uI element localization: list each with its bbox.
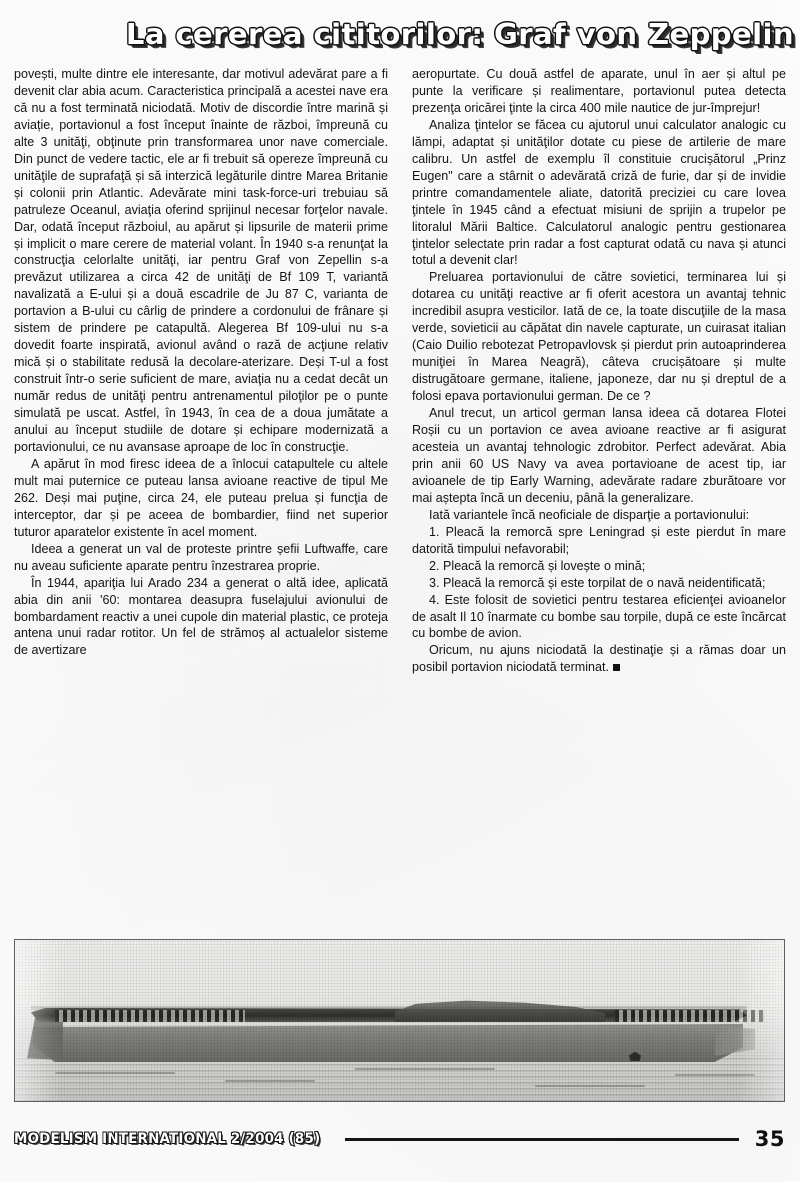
right-column [412, 66, 786, 924]
paragraph: În 1944, apariţia lui Arado 234 a generat o altă idee, aplicată abia din anii '60: montarea deasupra fuselajului avionului de bombardament reactiv a unei cupole din material plastic, ce proteja antena unui radar rotitor. Un fel de strămoș al actualelor sisteme de avertizare [14, 575, 388, 658]
list-item: 3. Pleacă la remorcă și este torpilat de o navă neidentificată; [429, 575, 766, 590]
page-number: 35 [754, 1127, 785, 1151]
sea-streak [225, 1080, 315, 1082]
sea-streak [675, 1074, 755, 1076]
paragraph-final [412, 642, 786, 676]
paragraph: Anul trecut, un articol german lansa ideea că dotarea Flotei Roșii cu un portavion ce avea avioane reactive ar fi asigurat acesteia un avantaj tehnologic zdrobitor. Perfect adevărat. Abia prin anii 60 US Navy va avea portavioane de acest tip, iar avioanele de tip Early Warning, adevărate radare zburătoare vor mai aștepta încă un deceniu, până la generalizare. [412, 406, 786, 505]
paragraph: povești, multe dintre ele interesante, dar motivul adevărat pare a fi devenit clar abia acum. Caracteristica principală a acestei nave era că nu a fost terminată niciodată. Motiv de discordie între marină și aviație, portavionul a fost început înainte de război, împreună cu alte 3 unităţi, obţinute prin transformarea unor nave comerciale. Din punct de vedere tactic, ele ar fi trebuit să opereze împreună cu unităţile de suprafaţă și să interzică legăturile dintre Marea Britanie și colonii prin Atlantic. Adevărate mini task-force-uri trebuiau să patruleze Oceanul, aviaţia oferind sprijinul necesar forţelor navale. Dar, odată început războiul, au apărut și lipsurile de materii prime și implicit o mare cerere de material volant. În 1940 s-a renunţat la construcţia celorlalte unităţi, iar pentru Graf von Zepellin s-a prevăzut utilizarea a circa 42 de unităţi de Bf 109 T, variantă navalizată a E-ului și a două escadrile de Ju 87 C, varianta de portavion a B-ului cu cârlig de prindere a cordonului de frânare și sistem de prindere pe catapultă. Alegerea Bf 109-ului nu s-a dovedit foarte inspirată, avionul având o rază de acţiune relativ mică și o stabilitate redusă la decolare-aterizare. Deși T-ul a fost construit într-o serie suficient de mare, aviaţia nu a cedat decât un număr redus de unităţi pentru antrenamentul piloţilor pe o punte simulată pe uscat. Astfel, în 1943, în cea de a doua jumătate a anului au început studiile de dotare și echipare modernizată a portavionului, ce nu avansase aproape de loc în construcţie. [14, 67, 388, 454]
list-item: 2. Pleacă la remorcă și lovește o mină; [429, 558, 646, 573]
publication-name: MODELISM INTERNATIONAL 2/2004 (85) [14, 1131, 321, 1147]
deck-structures [55, 1010, 245, 1022]
ship-stern [27, 1018, 63, 1060]
deck-structures [615, 1010, 765, 1022]
ship-bow [715, 1026, 755, 1056]
paragraph: Iată variantele încă neoficiale de disparţie a portavionului: [429, 507, 750, 522]
left-column [14, 66, 388, 924]
paragraph-text: Oricum, nu ajuns niciodată la destinaţie și a rămas doar un posibil portavion niciodată terminat. [412, 643, 786, 675]
paragraph: Analiza ţintelor se făcea cu ajutorul unui calculator analogic cu lămpi, adaptat și unităţilor dotate cu piese de artilerie de mare calibru. Un astfel de exemplu îl constituie crucișătorul „Prinz Eugen" care a stârnit o adevărată criză de furie, dar și de invidie printre comandamentele aliate, datorită preciziei cu care lovea ţintele în 1945 când a efectuat misiuni de sprijin a trupelor pe litoralul Mării Baltice. Calculatorul analogic pentru gestionarea ţintelor selectate prin radar a fost capturat odată cu nava și atunci totul a devenit clar! [412, 117, 786, 268]
paragraph: A apărut în mod firesc ideea de a înlocui catapultele cu altele mult mai puternice ce puteau lansa avioane reactive de tipul Me 262. Deși mai puţine, circa 24, ele puteau prelua și funcţia de interceptor, dar și pe aceea de bombardier, fiind net superior tuturor aparatelor existente în acel moment. [14, 456, 388, 539]
footer-rule [345, 1138, 739, 1141]
page-title: La cererea cititorilor: Graf von Zeppelin [125, 18, 794, 51]
end-of-article-mark [613, 664, 620, 671]
ship-superstructure [395, 996, 605, 1022]
paragraph: Preluarea portavionului de către sovietici, terminarea lui și dotarea cu unităţi reactive ar fi oferit acestora un avantaj tehnic incredibil asupra vesticilor. Iată de ce, la toate discuţiile de la masa verde, sovieticii au căpătat din navele capturate, un cuirasat italian (Caio Duilio rebotezat Petropavlovsk și pierdut prin autoaprinderea muniţiei în Marea Neagră), câteva crucișătoare și multe distrugătoare germane, italiene, japoneze, dar nu și dreptul de a folosi epava portavionului german. De ce ? [412, 270, 786, 404]
paragraph: aeropurtate. Cu două astfel de aparate, unul în aer și altul pe punte la verificare și realimentare, portavionul putea detecta prezenţa oricărei ţinte la circa 400 mile nautice de jur-împrejur! [412, 67, 786, 115]
sea-streak [55, 1072, 175, 1074]
sea-streak [355, 1068, 495, 1070]
photo-frame [14, 939, 785, 1102]
page-footer [14, 1124, 785, 1154]
sea-streak [535, 1085, 645, 1087]
sea [15, 1058, 784, 1101]
title-band [0, 18, 800, 60]
list-item: 4. Este folosit de sovietici pentru testarea eficienţei avioanelor de asalt Il 10 înarmate cu bombe sau torpile, după ce este încărcat cu bombe de avion. [412, 592, 786, 641]
list-item: 1. Pleacă la remorcă spre Leningrad și este pierdut în mare datorită timpului nefavorabil; [412, 524, 786, 556]
photo-aircraft-carrier [15, 940, 784, 1101]
article-body [14, 66, 786, 924]
paragraph: Ideea a generat un val de proteste printre șefii Luftwaffe, care nu aveau suficiente aparate pentru înzestrarea proprie. [14, 541, 388, 573]
